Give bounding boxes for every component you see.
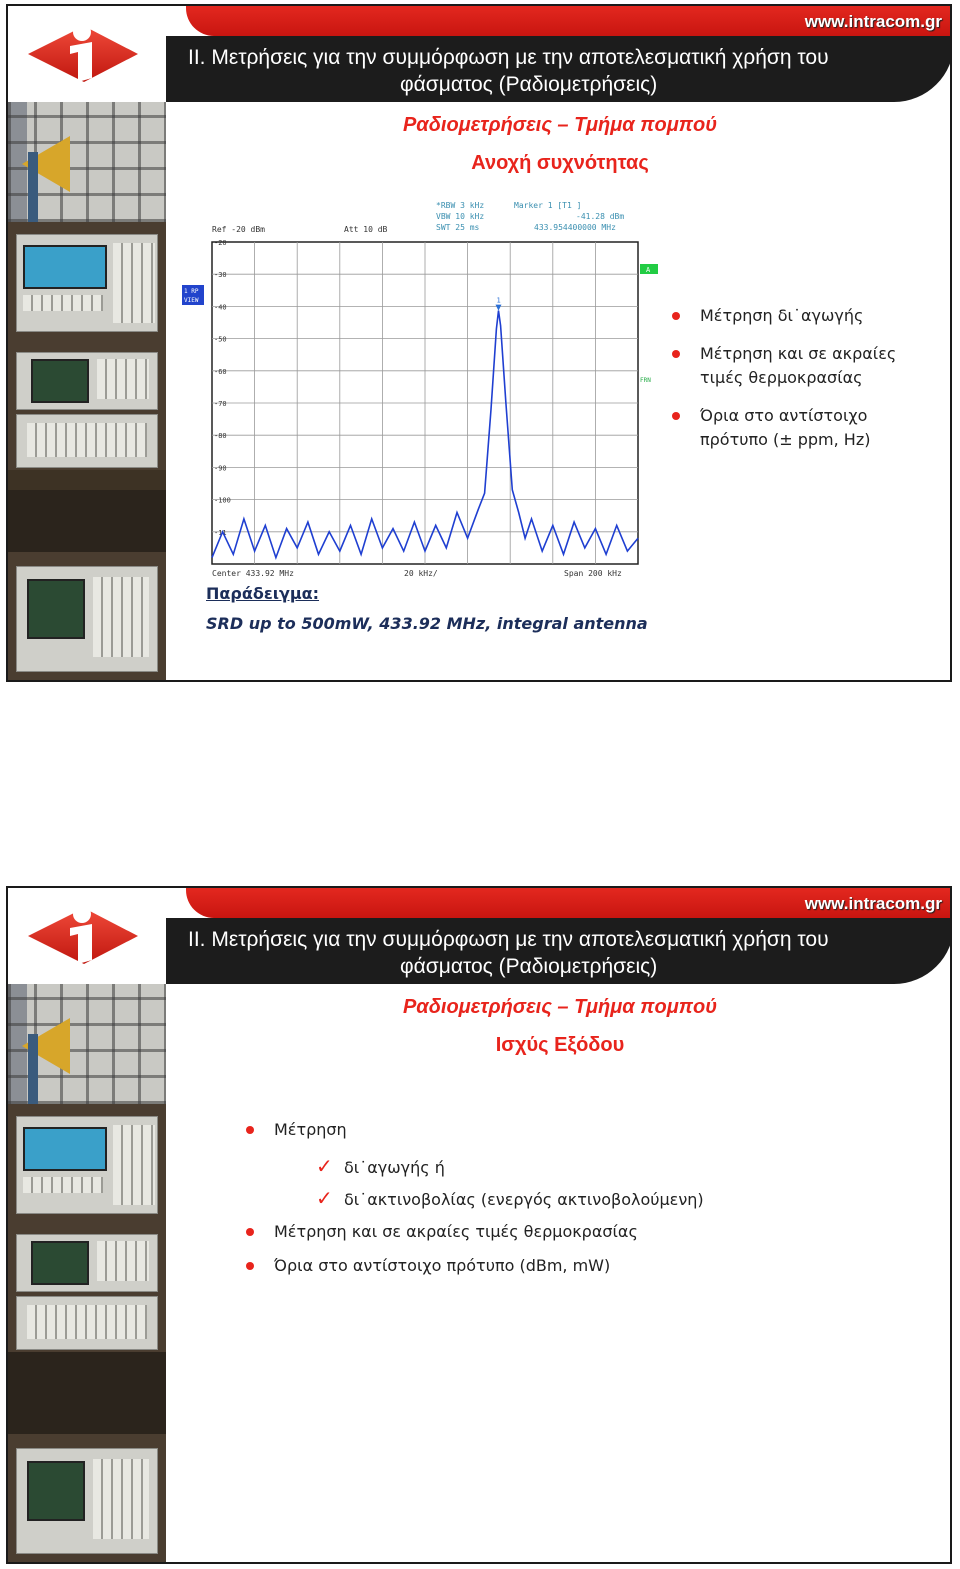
spectrum-analyzer-photo	[8, 552, 166, 682]
signal-generator-photo	[8, 222, 166, 342]
check-list	[316, 1156, 846, 1212]
bullet-dot-icon	[246, 1126, 254, 1134]
span-label: Span 200 kHz	[564, 569, 622, 578]
y-tick-label: -30	[214, 271, 227, 280]
bullet-list	[672, 304, 942, 452]
a-tag-text: A	[646, 266, 651, 274]
site-url: www.intracom.gr	[804, 12, 942, 31]
example-text: SRD up to 500mW, 433.92 MHz, integral antenna	[206, 614, 648, 633]
y-tick-label: -40	[214, 303, 227, 312]
attenuation-label: Att 10 dB	[344, 225, 388, 234]
y-tick-label: -11	[214, 528, 227, 537]
header-red-bar	[186, 888, 952, 918]
bullet-item: Μέτρηση και σε ακραίες τιμές θερμοκρασίας	[672, 342, 942, 390]
anechoic-chamber-photo	[8, 102, 166, 222]
header-title-line1: ΙΙ. Μετρήσεις για την συμμόρφωση με την αποτελεσματική χρήση του	[188, 46, 829, 69]
marker-readout: -41.28 dBm	[576, 212, 625, 221]
y-tick-label: -80	[214, 432, 227, 441]
intracom-i-logo-icon	[8, 6, 158, 96]
spectrum-analyzer-photo	[8, 1434, 166, 1564]
bullet-dot-icon	[672, 412, 680, 420]
site-url: www.intracom.gr	[804, 894, 942, 913]
logo-area	[8, 888, 166, 984]
y-tick-label: -100	[214, 496, 231, 505]
bullet-list	[246, 1118, 846, 1278]
frn-tag: FRN	[640, 377, 651, 384]
y-tick-label: -70	[214, 400, 227, 408]
chart-setting-label: VBW 10 kHz	[436, 212, 485, 221]
header-red-bar	[186, 6, 952, 36]
slide-frequency-tolerance	[6, 4, 952, 682]
bullet-dot-icon	[672, 350, 680, 358]
chart-setting-label: SWT 25 ms	[436, 223, 480, 232]
check-item: ✓ δι˙ακτινοβολίας (ενεργός ακτινοβολούμενη)	[316, 1186, 704, 1210]
rp-tag-text: 1 RP	[184, 288, 199, 295]
y-tick-label: -90	[214, 464, 227, 473]
bench-photo	[8, 1352, 166, 1434]
ref-level-label: Ref -20 dBm	[212, 225, 265, 234]
section-title: Ανοχή συχνότητας	[471, 152, 649, 174]
signal-generator-photo	[8, 1104, 166, 1224]
bench-photo-2	[8, 490, 166, 552]
bullet-item: Μέτρηση και σε ακραίες τιμές θερμοκρασίας	[246, 1220, 846, 1244]
y-tick-label: -20	[214, 239, 227, 247]
checkmark-icon: ✓	[316, 1186, 333, 1210]
radio-tester-photo	[8, 342, 166, 470]
marker-readout: Marker 1 [T1 ]	[514, 201, 582, 210]
bullet-item: Όρια στο αντίστοιχο πρότυπο (± ppm, Hz)	[672, 404, 942, 452]
header-title	[188, 44, 888, 98]
anechoic-chamber-photo	[8, 984, 166, 1104]
header-title-line1: ΙΙ. Μετρήσεις για την συμμόρφωση με την αποτελεσματική χρήση του	[188, 928, 829, 951]
logo-area	[8, 6, 166, 102]
intracom-i-logo-icon	[8, 888, 158, 978]
spectrum-chart	[178, 192, 658, 582]
header-title-line2: φάσματος (Ραδιομετρήσεις)	[400, 955, 658, 978]
division-label: 20 kHz/	[404, 569, 438, 578]
bullet-item: Μέτρηση ✓ δι˙αγωγής ή ✓ δι˙ακτινοβολίας (ενεργός ακτινοβολούμενη)	[246, 1118, 846, 1212]
y-tick-label: -60	[214, 367, 227, 376]
example-label: Παράδειγμα:	[206, 584, 320, 603]
photo-strip	[8, 984, 166, 1564]
bullet-dot-icon	[246, 1262, 254, 1270]
slide-subtitle: Ραδιομετρήσεις – Τμήμα πομπού	[402, 114, 718, 136]
y-tick-label: -50	[214, 335, 227, 344]
center-frequency-label: Center 433.92 MHz	[212, 569, 294, 578]
bullet-item: Όρια στο αντίστοιχο πρότυπο (dBm, mW)	[246, 1254, 846, 1278]
checkmark-icon: ✓	[316, 1154, 333, 1178]
slide-subtitle: Ραδιομετρήσεις – Τμήμα πομπού	[402, 996, 718, 1018]
marker-readout: 433.954400000 MHz	[534, 223, 616, 232]
header-title-line2: φάσματος (Ραδιομετρήσεις)	[400, 73, 658, 96]
section-title: Ισχύς Εξόδου	[495, 1034, 625, 1056]
bullet-dot-icon	[672, 312, 680, 320]
bench-photo	[8, 470, 166, 490]
bullet-item: Μέτρηση δι˙αγωγής	[672, 304, 942, 328]
photo-strip	[8, 102, 166, 682]
bullet-dot-icon	[246, 1228, 254, 1236]
chart-setting-label: *RBW 3 kHz	[436, 201, 485, 210]
slide-output-power	[6, 886, 952, 1564]
header-title	[188, 926, 888, 980]
view-tag-text: VIEW	[184, 297, 199, 304]
marker-1-label: 1	[496, 296, 501, 305]
check-item: ✓ δι˙αγωγής ή	[316, 1154, 445, 1178]
radio-tester-photo	[8, 1224, 166, 1352]
